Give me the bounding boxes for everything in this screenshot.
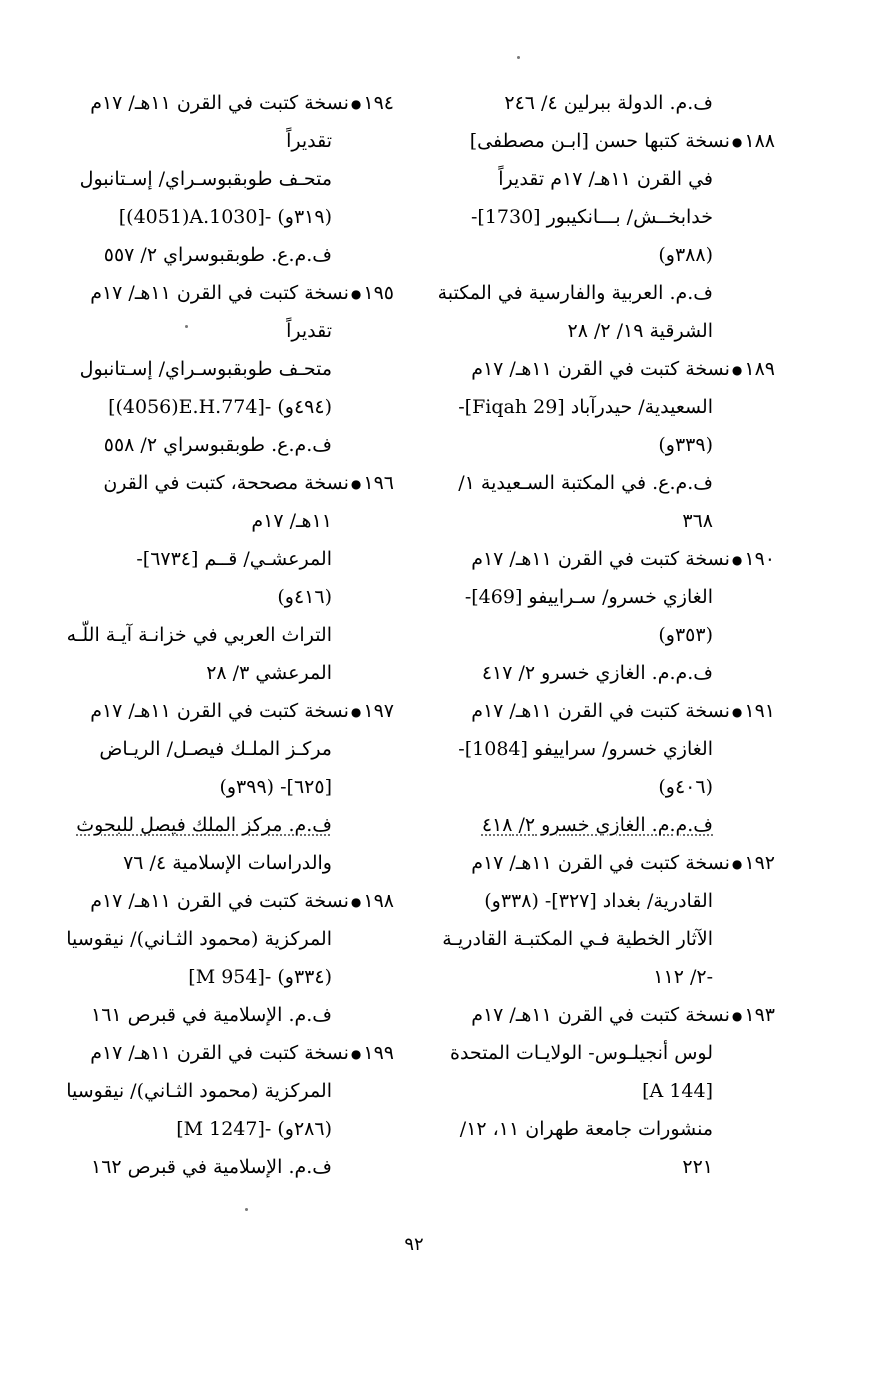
- entry-line: [430, 350, 775, 388]
- entry-text: نسخة كتبت في القرن ١١هـ/ ١٧م: [90, 282, 349, 304]
- entry-line: [430, 996, 775, 1034]
- reference-line: ف.م.ع. طوبقبوسراي ٢/ ٥٥٧: [103, 244, 332, 266]
- entry-line: [430, 844, 775, 882]
- continuation-line: تقديراً: [286, 320, 332, 342]
- continuation-line: [A 144]: [642, 1080, 713, 1102]
- reference-line: ف.م. الإسلامية في قبرص ١٦١: [91, 1004, 332, 1026]
- reference-line: متحـف طوبقبوسـراي/ إسـتانبول: [79, 358, 332, 380]
- continuation-line: ٣٦٨: [682, 510, 713, 532]
- entry-number: ١٩٧: [363, 700, 394, 722]
- continuation-line: تقديراً: [286, 130, 332, 152]
- entry-number: ١٨٩: [744, 358, 775, 380]
- reference-line: منشورات جامعة طهران ١١، ١٢/: [459, 1118, 713, 1140]
- page-number: ٩٢: [404, 1234, 424, 1255]
- entry-number: ١٩٦: [363, 472, 394, 494]
- continuation-line: ١١هـ/ ١٧م: [251, 510, 332, 532]
- entry-line: [430, 122, 775, 160]
- reference-line: المرعشـي/ قــم [٦٧٣٤]-: [136, 548, 332, 570]
- speck-mark: [517, 56, 520, 59]
- reference-line: ف.م. الإسلامية في قبرص ١٦٢: [91, 1156, 332, 1178]
- entry-line: [42, 274, 394, 312]
- bullet-icon: ●: [731, 135, 743, 149]
- left-column: [42, 84, 394, 1186]
- entry-text: نسخة كتبت في القرن ١١هـ/ ١٧م: [471, 1004, 730, 1026]
- entry-number: ١٩٢: [744, 852, 775, 874]
- bullet-icon: ●: [350, 287, 362, 301]
- bullet-icon: ●: [350, 477, 362, 491]
- entry-line: [42, 692, 394, 730]
- bullet-icon: ●: [350, 97, 362, 111]
- continuation-line: (٣٥٣و): [658, 624, 713, 646]
- continuation-line: الشرقية ١٩/ ٢/ ٢٨: [567, 320, 713, 342]
- continuation-line: القادرية/ بغداد [٣٢٧]- (٣٣٨و): [484, 890, 713, 912]
- continuation-line: [M 1247]- (٢٨٦و): [176, 1118, 332, 1140]
- continuation-line: السعيدية/ حيدرآباد [Fiqah 29]-: [458, 396, 713, 418]
- continuation-line: المرعشي ٣/ ٢٨: [206, 662, 332, 684]
- continuation-line: [(4051)A.1030]- (٣١٩و): [118, 206, 332, 228]
- reference-line: ف.م. العربية والفارسية في المكتبة: [437, 282, 713, 304]
- entry-line: [42, 464, 394, 502]
- continuation-line: الغازي خسرو/ سراييفو [1084]-: [458, 738, 713, 760]
- entry-text: نسخة كتبت في القرن ١١هـ/ ١٧م: [471, 852, 730, 874]
- reference-line: ف.م.ع. في المكتبة السـعيدية ١/: [458, 472, 713, 494]
- bullet-icon: ●: [350, 1047, 362, 1061]
- entry-line: [430, 540, 775, 578]
- continuation-line: والدراسات الإسلامية ٤/ ٧٦: [123, 852, 332, 874]
- entry-line: [42, 1034, 394, 1072]
- bullet-icon: ●: [350, 895, 362, 909]
- entry-number: ١٩١: [744, 700, 775, 722]
- entry-text: نسخة كتبها حسن [ابـن مصطفى]: [469, 130, 730, 152]
- entry-number: ١٨٨: [744, 130, 775, 152]
- reference-line: ف.م.ع. طوبقبوسراي ٢/ ٥٥٨: [103, 434, 332, 456]
- entry-number: ١٩٤: [363, 92, 394, 114]
- entry-text: نسخة كتبت في القرن ١١هـ/ ١٧م: [471, 700, 730, 722]
- continuation-line: في القرن ١١هـ/ ١٧م تقديراً: [498, 168, 713, 190]
- speck-mark: [245, 1208, 248, 1211]
- entry-number: ١٩٥: [363, 282, 394, 304]
- continuation-line: [(4056)E.H.774]- (٤٩٤و): [108, 396, 332, 418]
- entry-number: ١٩٣: [744, 1004, 775, 1026]
- entry-text: نسخة مصححة، كتبت في القرن: [103, 472, 349, 494]
- bullet-icon: ●: [731, 363, 743, 377]
- bullet-icon: ●: [731, 553, 743, 567]
- reference-line: التراث العربي في خزانـة آيـة اللّـه: [66, 624, 332, 646]
- continuation-line: (٤٠٦و): [658, 776, 713, 798]
- reference-line: الآثار الخطية فـي المكتبـة القادريـة: [442, 928, 713, 950]
- entry-line: [42, 882, 394, 920]
- reference-line: ف.م.م. الغازي خسرو ٢/ ٤١٨: [481, 814, 713, 836]
- continuation-line: لوس أنجيلـوس- الولايـات المتحدة: [450, 1042, 713, 1064]
- continuation-line: (٣٨٨و): [658, 244, 713, 266]
- continuation-line: [M 954]- (٣٣٤و): [188, 966, 332, 988]
- entry-number: ١٩٨: [363, 890, 394, 912]
- continuation-line: خدابخــش/ بـــانكيبور [1730]-: [470, 206, 713, 228]
- continuation-line: المركزية (محمود الثـاني)/ نيقوسيا: [66, 928, 332, 950]
- continuation-line: ٢/ ١١٢-: [653, 966, 713, 988]
- entry-text: نسخة كتبت في القرن ١١هـ/ ١٧م: [90, 890, 349, 912]
- entry-line: [430, 692, 775, 730]
- reference-line: ف.م.م. الغازي خسرو ٢/ ٤١٧: [481, 662, 713, 684]
- entry-text: نسخة كتبت في القرن ١١هـ/ ١٧م: [90, 700, 349, 722]
- continuation-line: مركـز الملـك فيصـل/ الريـاض: [99, 738, 332, 760]
- entry-text: نسخة كتبت في القرن ١١هـ/ ١٧م: [471, 548, 730, 570]
- continuation-line: (٤١٦و): [277, 586, 332, 608]
- reference-line: متحـف طوبقبوسـراي/ إسـتانبول: [79, 168, 332, 190]
- entry-line: [42, 84, 394, 122]
- reference-line: ف.م. الدولة ببرلين ٤/ ٢٤٦: [504, 92, 713, 114]
- entry-text: نسخة كتبت في القرن ١١هـ/ ١٧م: [471, 358, 730, 380]
- entry-number: ١٩٩: [363, 1042, 394, 1064]
- entry-number: ١٩٠: [744, 548, 775, 570]
- reference-line: ف.م. مركز الملك فيصل للبحوث: [76, 814, 332, 836]
- entry-text: نسخة كتبت في القرن ١١هـ/ ١٧م: [90, 1042, 349, 1064]
- right-column: [430, 84, 775, 1186]
- bullet-icon: ●: [731, 857, 743, 871]
- bullet-icon: ●: [350, 705, 362, 719]
- continuation-line: الغازي خسرو/ سـراييفو [469]-: [464, 586, 713, 608]
- continuation-line: ٢٢١: [682, 1156, 713, 1178]
- speck-mark: [185, 325, 188, 328]
- continuation-line: [٦٢٥]- (٣٩٩و): [219, 776, 332, 798]
- continuation-line: المركزية (محمود الثـاني)/ نيقوسيا: [66, 1080, 332, 1102]
- continuation-line: (٣٣٩و): [658, 434, 713, 456]
- bullet-icon: ●: [731, 705, 743, 719]
- entry-text: نسخة كتبت في القرن ١١هـ/ ١٧م: [90, 92, 349, 114]
- bullet-icon: ●: [731, 1009, 743, 1023]
